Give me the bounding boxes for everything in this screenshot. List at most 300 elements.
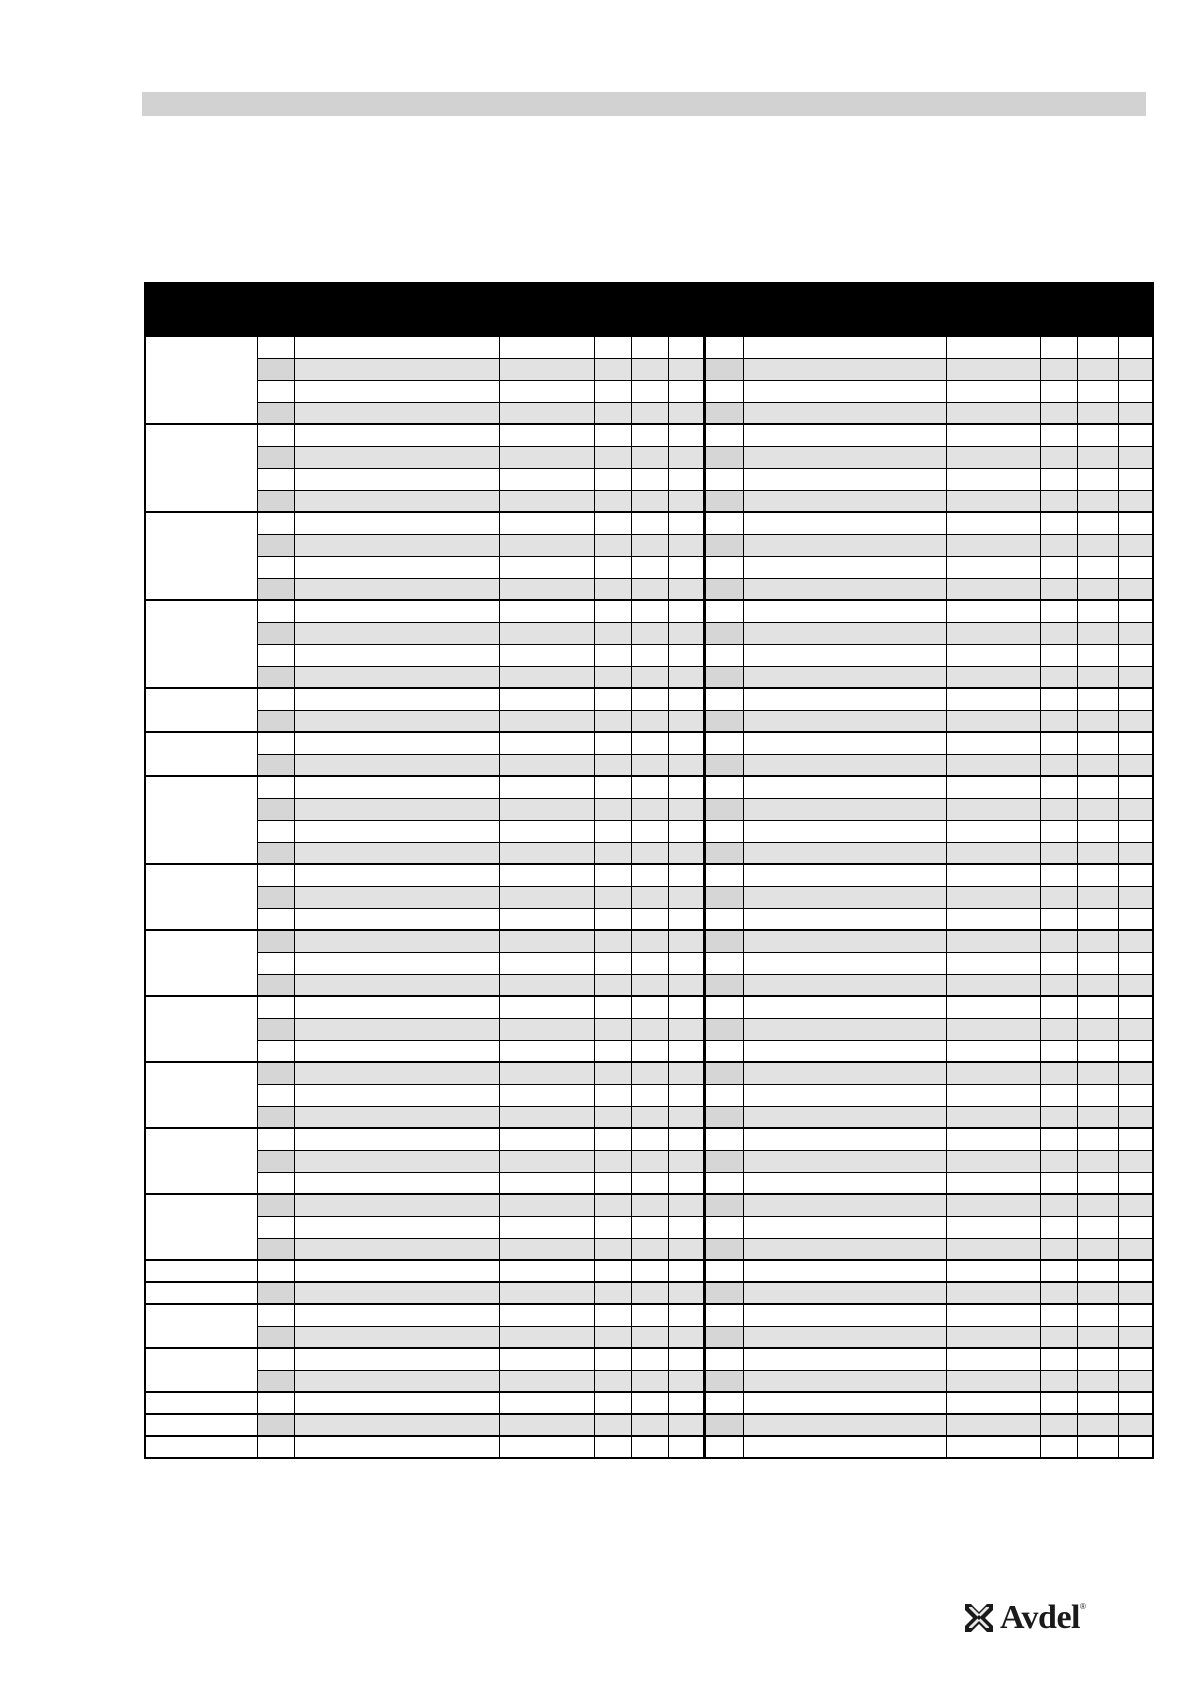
right-description-cell bbox=[743, 930, 946, 952]
right-qty-cell bbox=[1077, 1018, 1118, 1040]
header-right-description bbox=[743, 303, 946, 336]
table-row bbox=[145, 666, 1153, 688]
right-part-number-cell bbox=[946, 820, 1040, 842]
table-row bbox=[145, 600, 1153, 622]
left-description-cell bbox=[294, 1150, 499, 1172]
right-qty-cell bbox=[1077, 864, 1118, 886]
left-part-number-cell bbox=[499, 1304, 594, 1326]
right-qty-cell bbox=[1077, 1150, 1118, 1172]
right-qty-cell bbox=[1040, 358, 1077, 380]
group-cell bbox=[145, 996, 257, 1062]
right-qty-cell bbox=[1040, 1194, 1077, 1216]
left-qty-cell bbox=[631, 1216, 668, 1238]
right-qty-cell bbox=[1077, 1392, 1118, 1414]
left-qty-cell bbox=[631, 644, 668, 666]
group-cell bbox=[145, 864, 257, 930]
right-qty-cell bbox=[1118, 930, 1153, 952]
left-qty-cell bbox=[668, 380, 704, 402]
right-part-number-cell bbox=[946, 512, 1040, 534]
left-description-cell bbox=[294, 710, 499, 732]
right-index-cell bbox=[704, 1040, 743, 1062]
right-part-number-cell bbox=[946, 490, 1040, 512]
left-qty-cell bbox=[631, 1106, 668, 1128]
right-qty-cell bbox=[1040, 952, 1077, 974]
left-qty-cell bbox=[668, 1040, 704, 1062]
right-qty-cell bbox=[1118, 1370, 1153, 1392]
right-description-cell bbox=[743, 1238, 946, 1260]
left-part-number-cell bbox=[499, 1084, 594, 1106]
group-cell bbox=[145, 1348, 257, 1392]
left-qty-cell bbox=[631, 1150, 668, 1172]
left-qty-cell bbox=[631, 1436, 668, 1458]
right-qty-cell bbox=[1077, 556, 1118, 578]
right-index-cell bbox=[704, 600, 743, 622]
table-row bbox=[145, 1414, 1153, 1436]
right-index-cell bbox=[704, 1128, 743, 1150]
right-qty-cell bbox=[1118, 1018, 1153, 1040]
group-cell bbox=[145, 512, 257, 600]
right-qty-cell bbox=[1077, 644, 1118, 666]
left-description-cell bbox=[294, 336, 499, 358]
table-row bbox=[145, 798, 1153, 820]
left-qty-cell bbox=[594, 1436, 631, 1458]
item-index-cell bbox=[257, 908, 294, 930]
right-description-cell bbox=[743, 1414, 946, 1436]
right-index-cell bbox=[704, 336, 743, 358]
left-description-cell bbox=[294, 1106, 499, 1128]
left-qty-cell bbox=[631, 1128, 668, 1150]
table-row bbox=[145, 336, 1153, 358]
table-row bbox=[145, 1150, 1153, 1172]
right-qty-cell bbox=[1118, 1084, 1153, 1106]
left-qty-cell bbox=[668, 974, 704, 996]
table-row bbox=[145, 1018, 1153, 1040]
right-description-cell bbox=[743, 534, 946, 556]
right-qty-cell bbox=[1040, 578, 1077, 600]
table-row bbox=[145, 534, 1153, 556]
right-index-cell bbox=[704, 402, 743, 424]
left-part-number-cell bbox=[499, 996, 594, 1018]
group-cell bbox=[145, 1282, 257, 1304]
left-part-number-cell bbox=[499, 468, 594, 490]
table-row bbox=[145, 1062, 1153, 1084]
right-qty-cell bbox=[1077, 622, 1118, 644]
right-part-number-cell bbox=[946, 1084, 1040, 1106]
left-part-number-cell bbox=[499, 424, 594, 446]
item-index-cell bbox=[257, 402, 294, 424]
right-index-cell bbox=[704, 974, 743, 996]
right-description-cell bbox=[743, 1370, 946, 1392]
table-row bbox=[145, 622, 1153, 644]
right-qty-cell bbox=[1118, 666, 1153, 688]
item-index-cell bbox=[257, 446, 294, 468]
left-qty-cell bbox=[594, 424, 631, 446]
left-qty-cell bbox=[668, 798, 704, 820]
right-index-cell bbox=[704, 622, 743, 644]
left-description-cell bbox=[294, 974, 499, 996]
right-qty-cell bbox=[1077, 1128, 1118, 1150]
table-row bbox=[145, 1238, 1153, 1260]
left-qty-cell bbox=[668, 1084, 704, 1106]
left-qty-cell bbox=[631, 1018, 668, 1040]
right-qty-cell bbox=[1040, 512, 1077, 534]
right-qty-cell bbox=[1040, 798, 1077, 820]
table-row bbox=[145, 424, 1153, 446]
right-qty-cell bbox=[1077, 1062, 1118, 1084]
right-qty-cell bbox=[1118, 710, 1153, 732]
left-qty-cell bbox=[668, 1018, 704, 1040]
right-qty-cell bbox=[1118, 996, 1153, 1018]
left-qty-cell bbox=[668, 930, 704, 952]
right-index-cell bbox=[704, 1018, 743, 1040]
right-description-cell bbox=[743, 1304, 946, 1326]
item-index-cell bbox=[257, 732, 294, 754]
left-qty-cell bbox=[594, 512, 631, 534]
right-description-cell bbox=[743, 688, 946, 710]
left-qty-cell bbox=[668, 1172, 704, 1194]
left-part-number-cell bbox=[499, 1194, 594, 1216]
header-left-qty-3 bbox=[668, 321, 704, 336]
right-qty-cell bbox=[1118, 798, 1153, 820]
right-part-number-cell bbox=[946, 578, 1040, 600]
left-qty-cell bbox=[594, 556, 631, 578]
left-description-cell bbox=[294, 490, 499, 512]
right-description-cell bbox=[743, 1348, 946, 1370]
item-index-cell bbox=[257, 842, 294, 864]
left-description-cell bbox=[294, 534, 499, 556]
right-index-cell bbox=[704, 842, 743, 864]
left-qty-cell bbox=[668, 1370, 704, 1392]
left-part-number-cell bbox=[499, 952, 594, 974]
right-qty-cell bbox=[1077, 578, 1118, 600]
left-qty-cell bbox=[668, 490, 704, 512]
right-qty-cell bbox=[1118, 864, 1153, 886]
table-row bbox=[145, 1436, 1153, 1458]
right-qty-cell bbox=[1040, 1128, 1077, 1150]
left-qty-cell bbox=[594, 490, 631, 512]
left-qty-cell bbox=[631, 622, 668, 644]
right-qty-cell bbox=[1040, 1348, 1077, 1370]
left-qty-cell bbox=[631, 380, 668, 402]
right-part-number-cell bbox=[946, 864, 1040, 886]
header-right-span bbox=[743, 283, 1153, 303]
right-qty-cell bbox=[1077, 1414, 1118, 1436]
left-qty-cell bbox=[631, 1304, 668, 1326]
right-index-cell bbox=[704, 798, 743, 820]
item-index-cell bbox=[257, 600, 294, 622]
right-qty-cell bbox=[1077, 908, 1118, 930]
right-part-number-cell bbox=[946, 886, 1040, 908]
right-index-cell bbox=[704, 754, 743, 776]
left-qty-cell bbox=[668, 688, 704, 710]
right-qty-cell bbox=[1118, 512, 1153, 534]
right-index-cell bbox=[704, 1282, 743, 1304]
right-description-cell bbox=[743, 996, 946, 1018]
left-qty-cell bbox=[668, 424, 704, 446]
right-qty-cell bbox=[1118, 754, 1153, 776]
right-qty-cell bbox=[1077, 710, 1118, 732]
group-cell bbox=[145, 1194, 257, 1260]
right-description-cell bbox=[743, 1128, 946, 1150]
table-row bbox=[145, 776, 1153, 798]
left-qty-cell bbox=[631, 512, 668, 534]
header-left-qty-group bbox=[594, 303, 704, 321]
item-index-cell bbox=[257, 490, 294, 512]
right-qty-cell bbox=[1040, 1062, 1077, 1084]
right-index-cell bbox=[704, 1436, 743, 1458]
left-qty-cell bbox=[594, 1216, 631, 1238]
left-part-number-cell bbox=[499, 1018, 594, 1040]
table-row bbox=[145, 1040, 1153, 1062]
left-part-number-cell bbox=[499, 578, 594, 600]
item-index-cell bbox=[257, 644, 294, 666]
group-cell bbox=[145, 1062, 257, 1128]
left-part-number-cell bbox=[499, 754, 594, 776]
left-part-number-cell bbox=[499, 908, 594, 930]
group-cell bbox=[145, 1304, 257, 1348]
right-qty-cell bbox=[1040, 908, 1077, 930]
left-qty-cell bbox=[594, 1040, 631, 1062]
left-qty-cell bbox=[631, 424, 668, 446]
left-description-cell bbox=[294, 1326, 499, 1348]
left-qty-cell bbox=[631, 490, 668, 512]
right-qty-cell bbox=[1118, 1172, 1153, 1194]
right-description-cell bbox=[743, 1326, 946, 1348]
right-part-number-cell bbox=[946, 666, 1040, 688]
left-description-cell bbox=[294, 952, 499, 974]
left-qty-cell bbox=[594, 754, 631, 776]
right-qty-cell bbox=[1118, 468, 1153, 490]
left-qty-cell bbox=[668, 952, 704, 974]
right-part-number-cell bbox=[946, 710, 1040, 732]
right-qty-cell bbox=[1077, 1216, 1118, 1238]
group-cell bbox=[145, 1128, 257, 1194]
right-qty-cell bbox=[1040, 424, 1077, 446]
right-qty-cell bbox=[1118, 402, 1153, 424]
left-part-number-cell bbox=[499, 1414, 594, 1436]
left-qty-cell bbox=[594, 622, 631, 644]
right-description-cell bbox=[743, 754, 946, 776]
right-part-number-cell bbox=[946, 1040, 1040, 1062]
left-qty-cell bbox=[668, 1392, 704, 1414]
right-description-cell bbox=[743, 776, 946, 798]
left-qty-cell bbox=[631, 446, 668, 468]
left-qty-cell bbox=[631, 842, 668, 864]
right-description-cell bbox=[743, 798, 946, 820]
item-index-cell bbox=[257, 1304, 294, 1326]
right-qty-cell bbox=[1077, 842, 1118, 864]
left-qty-cell bbox=[668, 600, 704, 622]
left-description-cell bbox=[294, 600, 499, 622]
item-index-cell bbox=[257, 1194, 294, 1216]
left-description-cell bbox=[294, 1392, 499, 1414]
right-qty-cell bbox=[1118, 732, 1153, 754]
left-qty-cell bbox=[631, 1172, 668, 1194]
left-part-number-cell bbox=[499, 688, 594, 710]
right-index-cell bbox=[704, 1084, 743, 1106]
right-index-cell bbox=[704, 1150, 743, 1172]
table-row bbox=[145, 556, 1153, 578]
left-description-cell bbox=[294, 1304, 499, 1326]
avdel-logo bbox=[964, 1600, 1086, 1636]
left-qty-cell bbox=[631, 930, 668, 952]
left-description-cell bbox=[294, 556, 499, 578]
item-index-cell bbox=[257, 776, 294, 798]
left-qty-cell bbox=[668, 1194, 704, 1216]
left-qty-cell bbox=[668, 908, 704, 930]
right-qty-cell bbox=[1040, 864, 1077, 886]
left-qty-cell bbox=[631, 336, 668, 358]
left-qty-cell bbox=[631, 1260, 668, 1282]
left-part-number-cell bbox=[499, 556, 594, 578]
right-part-number-cell bbox=[946, 776, 1040, 798]
table-row bbox=[145, 402, 1153, 424]
left-qty-cell bbox=[668, 1238, 704, 1260]
item-index-cell bbox=[257, 1128, 294, 1150]
left-qty-cell bbox=[631, 556, 668, 578]
right-description-cell bbox=[743, 358, 946, 380]
right-index-cell bbox=[704, 490, 743, 512]
left-part-number-cell bbox=[499, 644, 594, 666]
right-index-cell bbox=[704, 864, 743, 886]
right-index-cell bbox=[704, 534, 743, 556]
left-qty-cell bbox=[631, 1282, 668, 1304]
right-part-number-cell bbox=[946, 336, 1040, 358]
left-description-cell bbox=[294, 886, 499, 908]
right-qty-cell bbox=[1040, 886, 1077, 908]
left-part-number-cell bbox=[499, 1260, 594, 1282]
left-part-number-cell bbox=[499, 1150, 594, 1172]
logo-text: Avdel bbox=[1000, 1599, 1080, 1636]
right-qty-cell bbox=[1077, 1172, 1118, 1194]
right-qty-cell bbox=[1118, 974, 1153, 996]
left-qty-cell bbox=[668, 1128, 704, 1150]
header-right-index-cell bbox=[704, 283, 743, 336]
left-qty-cell bbox=[668, 336, 704, 358]
table-row bbox=[145, 908, 1153, 930]
item-index-cell bbox=[257, 1172, 294, 1194]
right-qty-cell bbox=[1118, 1414, 1153, 1436]
left-qty-cell bbox=[594, 798, 631, 820]
left-qty-cell bbox=[594, 1414, 631, 1436]
right-part-number-cell bbox=[946, 1106, 1040, 1128]
right-qty-cell bbox=[1040, 666, 1077, 688]
left-qty-cell bbox=[631, 1414, 668, 1436]
left-description-cell bbox=[294, 666, 499, 688]
left-qty-cell bbox=[668, 468, 704, 490]
left-qty-cell bbox=[668, 1414, 704, 1436]
item-index-cell bbox=[257, 820, 294, 842]
right-qty-cell bbox=[1040, 600, 1077, 622]
right-index-cell bbox=[704, 732, 743, 754]
item-index-cell bbox=[257, 468, 294, 490]
left-qty-cell bbox=[594, 1326, 631, 1348]
left-qty-cell bbox=[631, 710, 668, 732]
right-qty-cell bbox=[1118, 1062, 1153, 1084]
left-part-number-cell bbox=[499, 1128, 594, 1150]
left-qty-cell bbox=[631, 666, 668, 688]
right-index-cell bbox=[704, 1062, 743, 1084]
left-qty-cell bbox=[631, 578, 668, 600]
table-row bbox=[145, 1326, 1153, 1348]
left-qty-cell bbox=[594, 644, 631, 666]
left-qty-cell bbox=[668, 710, 704, 732]
item-index-cell bbox=[257, 930, 294, 952]
right-index-cell bbox=[704, 820, 743, 842]
table-row bbox=[145, 930, 1153, 952]
header-right-qty-group bbox=[1040, 303, 1153, 321]
right-qty-cell bbox=[1040, 534, 1077, 556]
right-qty-cell bbox=[1077, 974, 1118, 996]
left-qty-cell bbox=[668, 1348, 704, 1370]
right-qty-cell bbox=[1118, 622, 1153, 644]
right-description-cell bbox=[743, 600, 946, 622]
left-part-number-cell bbox=[499, 776, 594, 798]
right-qty-cell bbox=[1118, 534, 1153, 556]
right-qty-cell bbox=[1077, 534, 1118, 556]
header-left-span bbox=[294, 283, 704, 303]
right-part-number-cell bbox=[946, 1128, 1040, 1150]
right-part-number-cell bbox=[946, 644, 1040, 666]
left-part-number-cell bbox=[499, 1172, 594, 1194]
left-qty-cell bbox=[631, 776, 668, 798]
right-qty-cell bbox=[1118, 1260, 1153, 1282]
left-qty-cell bbox=[594, 380, 631, 402]
item-index-cell bbox=[257, 578, 294, 600]
left-qty-cell bbox=[668, 842, 704, 864]
left-part-number-cell bbox=[499, 380, 594, 402]
right-description-cell bbox=[743, 1084, 946, 1106]
left-qty-cell bbox=[594, 1348, 631, 1370]
table-row bbox=[145, 468, 1153, 490]
group-cell bbox=[145, 336, 257, 424]
left-qty-cell bbox=[594, 534, 631, 556]
left-description-cell bbox=[294, 358, 499, 380]
right-description-cell bbox=[743, 1392, 946, 1414]
table-row bbox=[145, 1370, 1153, 1392]
left-qty-cell bbox=[594, 1392, 631, 1414]
left-qty-cell bbox=[668, 1150, 704, 1172]
left-qty-cell bbox=[631, 732, 668, 754]
right-qty-cell bbox=[1077, 358, 1118, 380]
left-qty-cell bbox=[631, 534, 668, 556]
left-description-cell bbox=[294, 1084, 499, 1106]
right-index-cell bbox=[704, 578, 743, 600]
group-cell bbox=[145, 424, 257, 512]
left-part-number-cell bbox=[499, 336, 594, 358]
right-index-cell bbox=[704, 776, 743, 798]
left-description-cell bbox=[294, 1062, 499, 1084]
table-row bbox=[145, 380, 1153, 402]
left-part-number-cell bbox=[499, 974, 594, 996]
right-part-number-cell bbox=[946, 1348, 1040, 1370]
left-part-number-cell bbox=[499, 490, 594, 512]
right-qty-cell bbox=[1040, 710, 1077, 732]
right-qty-cell bbox=[1118, 424, 1153, 446]
right-qty-cell bbox=[1077, 446, 1118, 468]
right-description-cell bbox=[743, 556, 946, 578]
right-qty-cell bbox=[1118, 1304, 1153, 1326]
right-part-number-cell bbox=[946, 996, 1040, 1018]
left-description-cell bbox=[294, 578, 499, 600]
item-index-cell bbox=[257, 1106, 294, 1128]
right-description-cell bbox=[743, 622, 946, 644]
right-part-number-cell bbox=[946, 380, 1040, 402]
right-description-cell bbox=[743, 886, 946, 908]
left-description-cell bbox=[294, 644, 499, 666]
right-part-number-cell bbox=[946, 446, 1040, 468]
right-description-cell bbox=[743, 468, 946, 490]
